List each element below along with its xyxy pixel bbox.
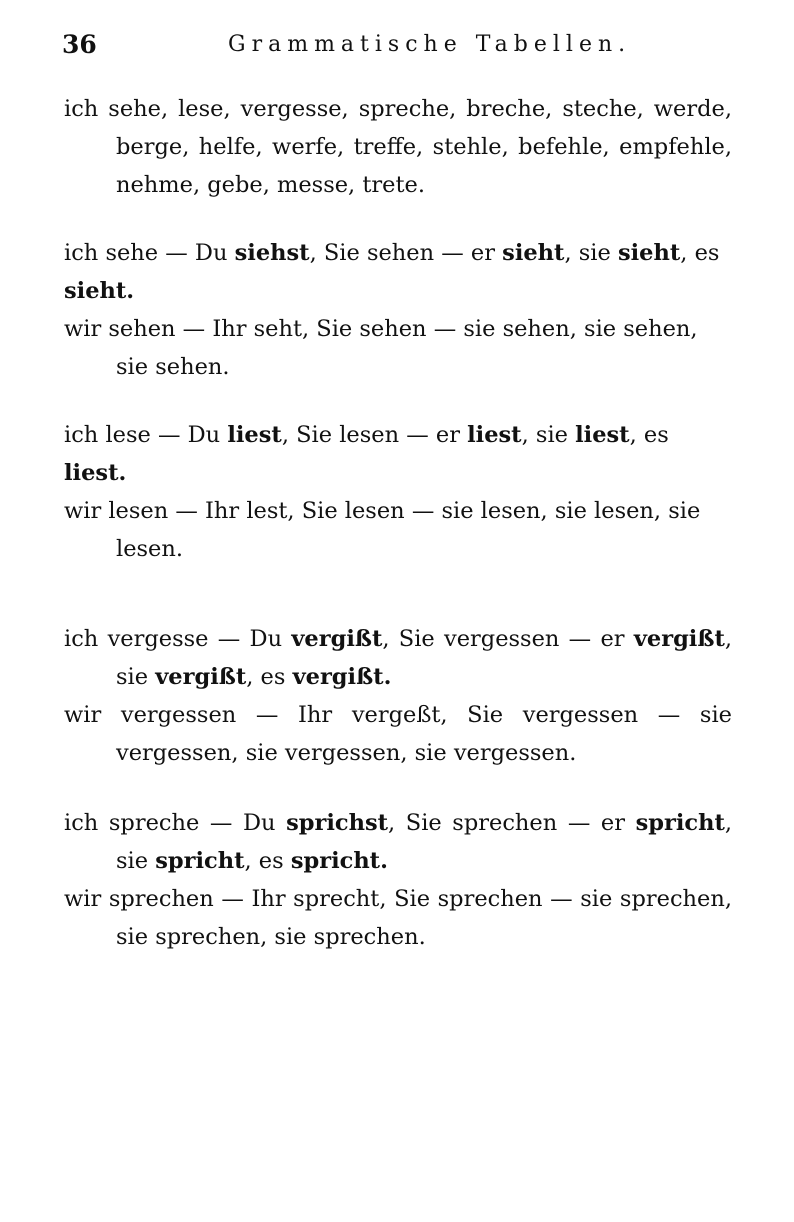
- page-number: 36: [62, 30, 97, 59]
- sehen-es: , es: [680, 240, 720, 266]
- lesen-sie: , Sie lesen: [281, 422, 400, 448]
- vergessen-ich: ich vergesse: [64, 626, 209, 652]
- sehen-du-form: siehst: [234, 240, 310, 266]
- sehen-plural: wir sehen — Ihr seht, Sie sehen — sie sehen, sie sehen, sie sehen.: [64, 316, 698, 380]
- sehen-er-form: sieht: [502, 240, 565, 266]
- sprechen-plural: wir sprechen — Ihr sprecht, Sie sprechen — sie sprechen, sie sprechen, sie sprechen.: [64, 886, 732, 950]
- sprechen-sie-form: spricht: [155, 848, 245, 874]
- lesen-er: er: [435, 422, 468, 448]
- running-title: Grammatische Tabellen.: [228, 32, 632, 57]
- vergessen-du: Du: [249, 626, 292, 652]
- lesen-sie-f: , sie: [521, 422, 576, 448]
- vergessen-sie: , Sie vergessen: [382, 626, 560, 652]
- sprechen-du: Du: [243, 810, 287, 836]
- vergessen-sie-form: vergißt: [155, 664, 247, 690]
- sehen-ich: ich sehe: [64, 240, 159, 266]
- vergessen-es-form: vergißt.: [292, 664, 392, 690]
- page-body: [64, 90, 732, 956]
- lesen-du: Du: [187, 422, 228, 448]
- lesen-er-form: liest: [467, 422, 522, 448]
- lesen-es-form: liest.: [64, 460, 127, 486]
- lesen-es: , es: [629, 422, 669, 448]
- sehen-singular: [64, 234, 732, 310]
- sehen-sie-f: , sie: [564, 240, 618, 266]
- sprechen-sie-f: , sie: [116, 810, 733, 874]
- sprechen-er: er: [600, 810, 636, 836]
- sprechen-es: , es: [244, 848, 291, 874]
- vergessen-sie-f: , sie: [116, 626, 732, 690]
- sprechen-es-form: spricht.: [290, 848, 388, 874]
- sehen-dash-2: —: [434, 240, 471, 266]
- lesen-sie-form: liest: [575, 422, 630, 448]
- lesen-plural: wir lesen — Ihr lest, Sie lesen — sie lesen, sie lesen, sie lesen.: [64, 498, 701, 562]
- sprechen-dash-2: —: [557, 810, 601, 836]
- vergessen-er-form: vergißt: [633, 626, 725, 652]
- vergessen-er: er: [600, 626, 634, 652]
- intro-verb-list: ich sehe, lese, vergesse, spreche, breche, steche, werde, berge, helfe, werfe, treffe, stehle, befehle, empfehle, nehme, gebe, messe, trete.: [64, 96, 732, 198]
- sprechen-sie: , Sie sprechen: [388, 810, 558, 836]
- vergessen-dash-2: —: [559, 626, 601, 652]
- lesen-singular: [64, 416, 732, 492]
- lesen-dash-1: —: [150, 422, 188, 448]
- page-header: [62, 30, 732, 64]
- sprechen-er-form: spricht: [635, 810, 725, 836]
- sehen-es-form: sieht.: [64, 278, 135, 304]
- lesen-dash-2: —: [399, 422, 436, 448]
- vergessen-dash-1: —: [208, 626, 250, 652]
- sprechen-du-form: sprichst: [286, 810, 389, 836]
- sprechen-dash-1: —: [199, 810, 243, 836]
- sehen-er: er: [470, 240, 503, 266]
- sehen-du: Du: [194, 240, 235, 266]
- sehen-sie-form: sieht: [617, 240, 681, 266]
- sehen-sie: , Sie sehen: [309, 240, 435, 266]
- sehen-dash-1: —: [158, 240, 195, 266]
- sprechen-ich: ich spreche: [64, 810, 200, 836]
- vergessen-singular: [64, 620, 732, 696]
- vergessen-es: , es: [246, 664, 293, 690]
- lesen-ich: ich lese: [64, 422, 151, 448]
- lesen-du-form: liest: [227, 422, 282, 448]
- sprechen-singular: [64, 804, 732, 880]
- vergessen-du-form: vergißt: [291, 626, 383, 652]
- vergessen-plural: wir vergessen — Ihr vergeßt, Sie vergessen — sie vergessen, sie vergessen, sie vergessen.: [64, 702, 732, 766]
